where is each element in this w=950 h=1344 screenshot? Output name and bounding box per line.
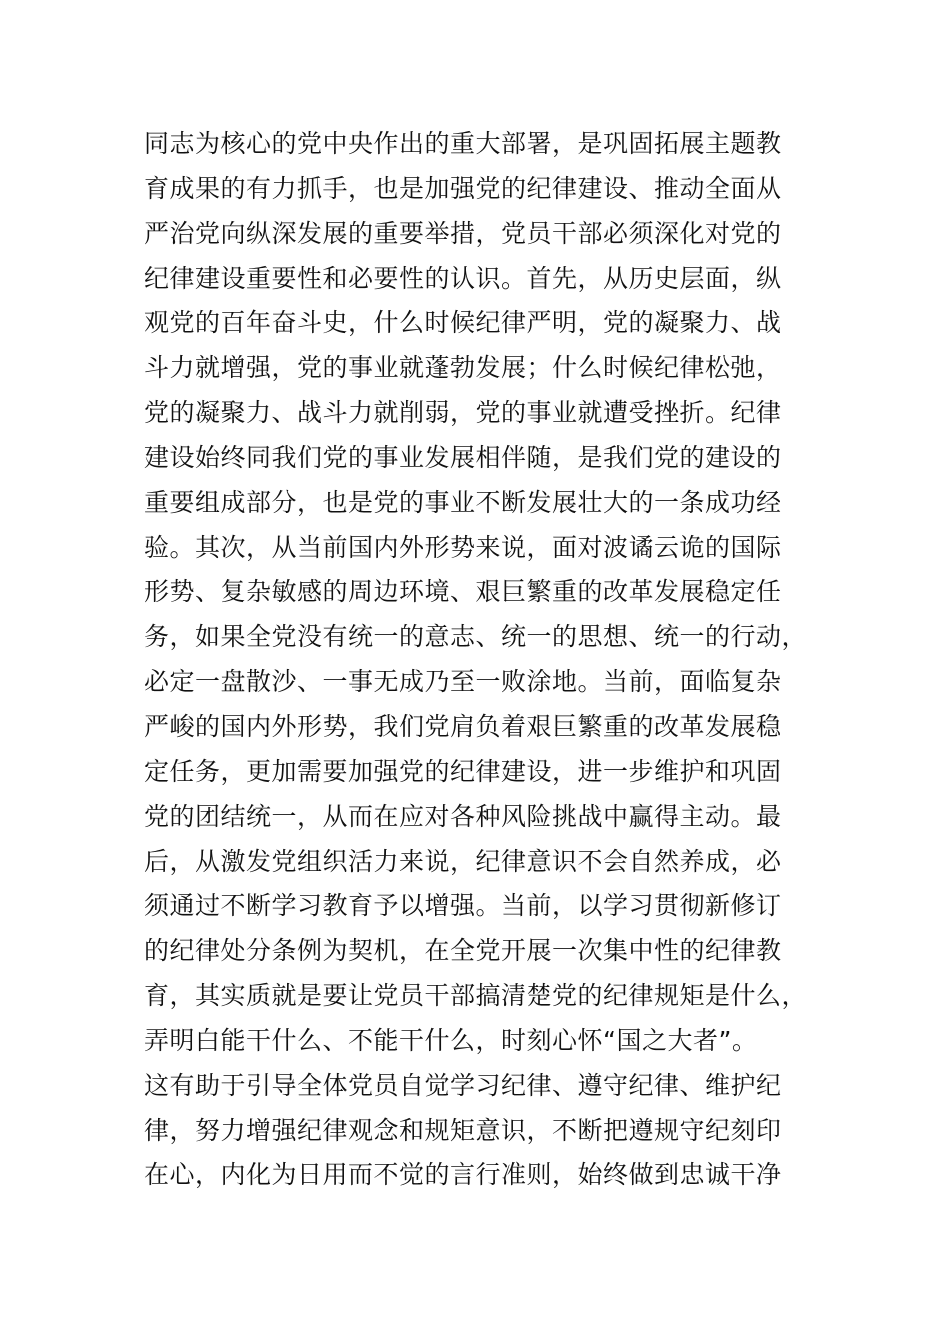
text-line: 律，努力增强纪律观念和规矩意识，不断把遵规守纪刻印	[144, 1115, 782, 1145]
text-line: 的纪律处分条例为契机，在全党开展一次集中性的纪律教	[144, 936, 782, 966]
text-line: 斗力就增强，党的事业就蓬勃发展；什么时候纪律松弛，	[144, 353, 782, 383]
text-line: 这有助于引导全体党员自觉学习纪律、遵守纪律、维护纪	[144, 1070, 782, 1100]
text-line: 必定一盘散沙、一事无成乃至一败涂地。当前，面临复杂	[144, 667, 782, 697]
text-line: 育，其实质就是要让党员干部搞清楚党的纪律规矩是什么，	[144, 981, 808, 1011]
text-line: 同志为核心的党中央作出的重大部署，是巩固拓展主题教	[144, 129, 782, 158]
text-line: 严治党向纵深发展的重要举措，党员干部必须深化对党的	[144, 218, 782, 248]
text-line: 党的凝聚力、战斗力就削弱，党的事业就遭受挫折。纪律	[144, 398, 782, 428]
text-line: 党的团结统一，从而在应对各种风险挑战中赢得主动。最	[144, 801, 782, 831]
text-line: 定任务，更加需要加强党的纪律建设，进一步维护和巩固	[144, 756, 782, 786]
text-line: 严峻的国内外形势，我们党肩负着艰巨繁重的改革发展稳	[144, 711, 782, 741]
text-line: 弄明白能干什么、不能干什么，时刻心怀“国之大者”。	[144, 1025, 758, 1055]
text-line: 后，从激发党组织活力来说，纪律意识不会自然养成，必	[144, 846, 782, 876]
text-line: 重要组成部分，也是党的事业不断发展壮大的一条成功经	[144, 487, 782, 517]
text-line: 在心，内化为日用而不觉的言行准则，始终做到忠诚干净	[144, 1160, 782, 1190]
text-line: 须通过不断学习教育予以增强。当前，以学习贯彻新修订	[144, 891, 782, 921]
text-line: 育成果的有力抓手，也是加强党的纪律建设、推动全面从	[144, 173, 782, 203]
text-line: 形势、复杂敏感的周边环境、艰巨繁重的改革发展稳定任	[144, 577, 782, 607]
text-line: 建设始终同我们党的事业发展相伴随，是我们党的建设的	[144, 442, 782, 472]
body-text	[144, 122, 824, 1198]
text-line: 验。其次，从当前国内外形势来说，面对波谲云诡的国际	[144, 532, 782, 562]
text-line: 观党的百年奋斗史，什么时候纪律严明，党的凝聚力、战	[144, 308, 782, 338]
text-line: 务，如果全党没有统一的意志、统一的思想、统一的行动，	[144, 622, 808, 652]
text-line: 纪律建设重要性和必要性的认识。首先，从历史层面，纵	[144, 263, 782, 293]
